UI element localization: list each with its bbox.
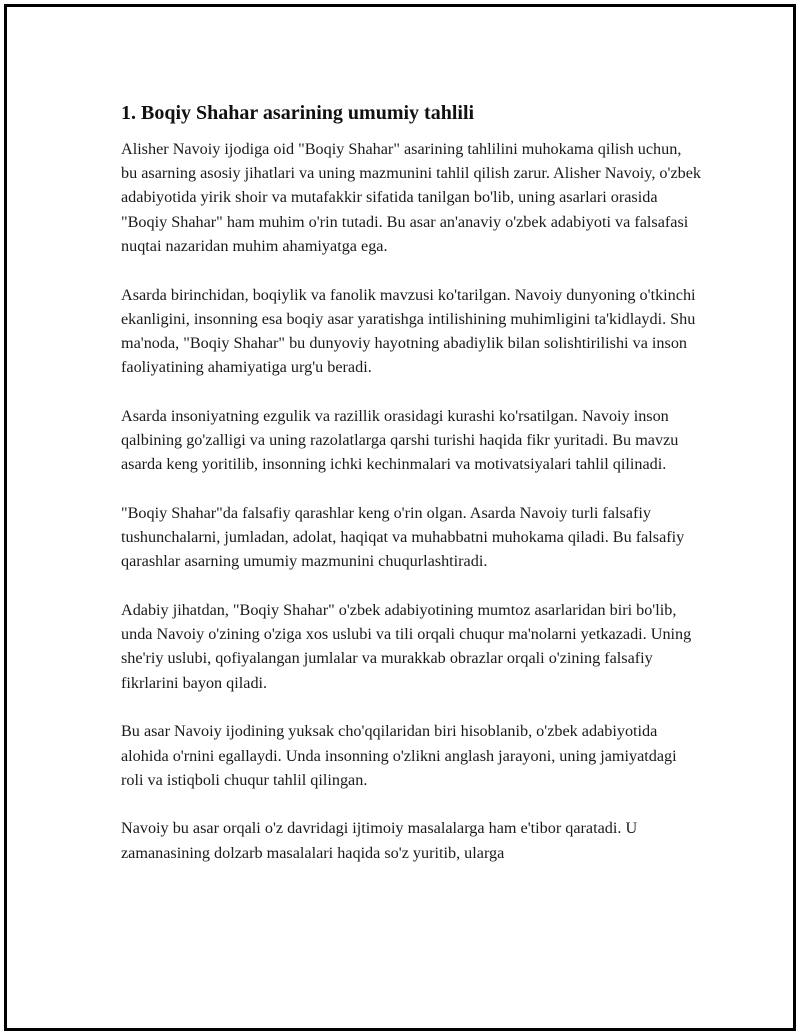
section-heading: 1. Boqiy Shahar asarining umumiy tahlili bbox=[121, 102, 475, 124]
page-frame bbox=[4, 4, 796, 1031]
paragraph: Navoiy bu asar orqali o'z davridagi ijtimoiy masalalarga ham e'tibor qaratadi. U zamanasining dolzarb masalalari haqida so'z yuritib, ularga bbox=[121, 819, 638, 862]
paragraph: Bu asar Navoiy ijodining yuksak cho'qqilaridan biri hisoblanib, o'zbek adabiyotida alohida o'rnini egallaydi. Unda insonning o'zlikni anglash jarayoni, uning jamiyatdagi roli va istiqboli chuqur tahlil qilingan. bbox=[121, 722, 677, 789]
paragraph: "Boqiy Shahar"da falsafiy qarashlar keng o'rin olgan. Asarda Navoiy turli falsafiy tushunchalarni, jumladan, adolat, haqiqat va muhabbatni muhokama qiladi. Bu falsafiy qarashlar asarning umumiy mazmunini chuqurlashtiradi. bbox=[121, 503, 685, 571]
paragraph: Alisher Navoiy ijodiga oid "Boqiy Shahar" asarining tahlilini muhokama qilish uchun, bu asarning asosiy jihatlari va uning mazmunini tahlil qilish zarur. Alisher Navoiy, o'zbek adabiyotida yirik shoir va mutafakkir sifatida tanilgan bo'lib, uning asarlari orasida "Boqiy Shahar" ham muhim o'rin tutadi. Bu asar an'anaviy o'zbek adabiyoti va falsafasi nuqtai nazaridan muhim ahamiyatga ega. bbox=[121, 140, 701, 255]
document-body bbox=[121, 101, 701, 889]
paragraph: Adabiy jihatdan, "Boqiy Shahar" o'zbek adabiyotining mumtoz asarlaridan biri bo'lib, unda Navoiy o'zining o'ziga xos uslubi va tili orqali chuqur ma'nolarni yetkazadi. Uning she'riy uslubi, qofiyalangan jumlalar va murakkab obrazlar orqali o'zining falsafiy fikrlarini bayon qiladi. bbox=[121, 601, 692, 692]
paragraph: Asarda insoniyatning ezgulik va razillik orasidagi kurashi ko'rsatilgan. Navoiy inson qalbining go'zalligi va uning razolatlarga qarshi turishi haqida fikr yuritadi. Bu mavzu asarda keng yoritilib, insonning ichki kechinmalari va motivatsiyalari tahlil qilinadi. bbox=[121, 406, 679, 474]
paragraph: Asarda birinchidan, boqiylik va fanolik mavzusi ko'tarilgan. Navoiy dunyoning o'tkinchi ekanligini, insonning esa boqiy asar yaratishga intilishining muhimligini ta'kidlaydi. Shu ma'noda, "Boqiy Shahar" bu dunyoviy hayotning abadiylik bilan solishtirilishi va inson faoliyatining ahamiyatiga urg'u beradi. bbox=[121, 285, 696, 377]
